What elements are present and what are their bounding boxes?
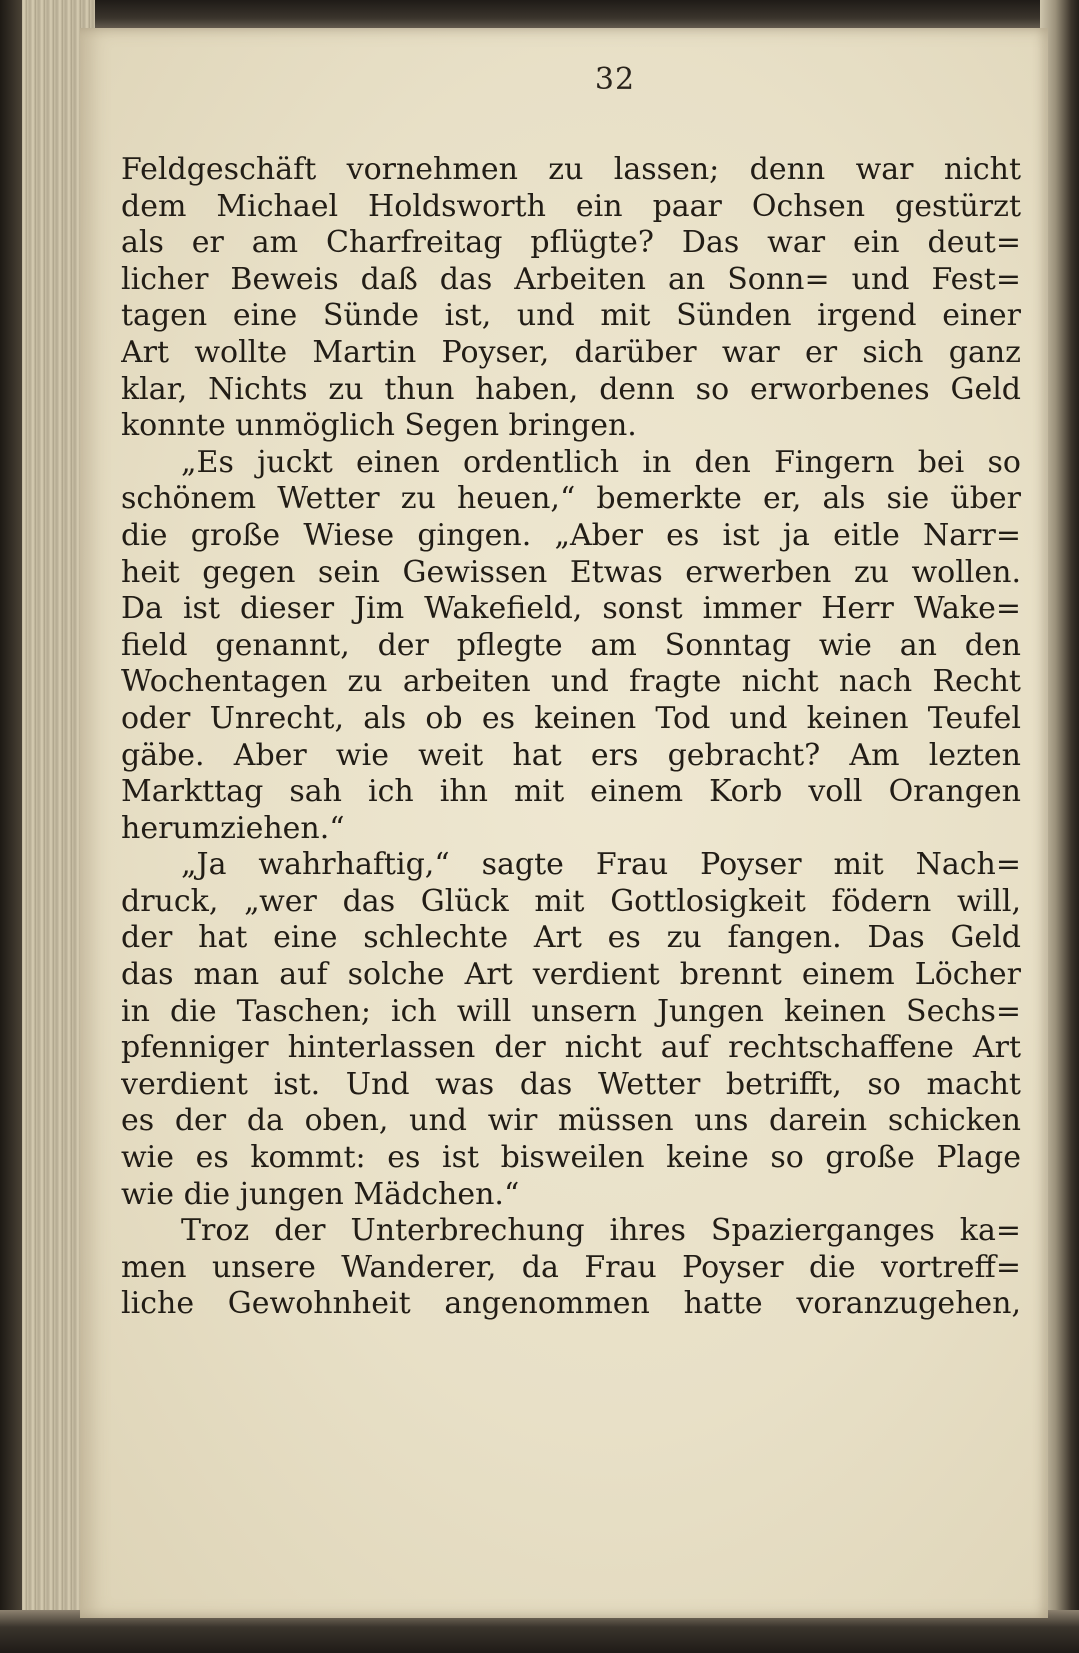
text-line: die große Wiese gingen. „Aber es ist ja eitle Narr= (121, 517, 1021, 553)
text-line: gäbe. Aber wie weit hat ers gebracht? Am lezten (121, 737, 1021, 773)
text-line: in die Taschen; ich will unsern Jungen keinen Sechs= (121, 993, 1021, 1029)
text-line: herumziehen.“ (121, 810, 345, 846)
text-line: dem Michael Holdsworth ein paar Ochsen gestürzt (121, 188, 1021, 224)
text-line: Art wollte Martin Poyser, darüber war er sich ganz (121, 334, 1021, 370)
page-number: 32 (594, 62, 636, 97)
text-line: field genannt, der pflegte am Sonntag wie an den (121, 627, 1021, 663)
text-line: Da ist dieser Jim Wakefield, sonst immer Herr Wake= (121, 591, 1021, 627)
text-line: liche Gewohnheit angenommen hatte voranzugehen, (121, 1286, 1021, 1322)
text-line: das man auf solche Art verdient brennt einem Löcher (121, 957, 1021, 993)
text-line: heit gegen sein Gewissen Etwas erwerben zu wollen. (121, 554, 1021, 590)
text-line: Troz der Unterbrechung ihres Spazierganges ka= (181, 1213, 1021, 1249)
text-line: Markttag sah ich ihn mit einem Korb voll Orangen (121, 774, 1021, 810)
text-line: „Ja wahrhaftig,“ sagte Frau Poyser mit Nach= (181, 847, 1021, 883)
text-line: „Es juckt einen ordentlich in den Fingern bei so (181, 444, 1021, 480)
text-line: Feldgeschäft vornehmen zu lassen; denn war nicht (121, 152, 1021, 187)
text-line: oder Unrecht, als ob es keinen Tod und keinen Teufel (121, 700, 1021, 736)
text-line: der hat eine schlechte Art es zu fangen. Das Geld (121, 920, 1021, 956)
text-line: schönem Wetter zu heuen,“ bemerkte er, als sie über (121, 481, 1021, 517)
text-line: wie es kommt: es ist bisweilen keine so große Plage (121, 1140, 1021, 1176)
text-line: wie die jungen Mädchen.“ (121, 1176, 520, 1212)
left-cover-edge (0, 0, 22, 1653)
top-book-edge (0, 0, 1079, 30)
page-text (121, 152, 1021, 1323)
text-line: es der da oben, und wir müssen uns darein schicken (121, 1103, 1021, 1139)
text-line: men unsere Wanderer, da Frau Poyser die vortreff= (121, 1249, 1021, 1285)
text-line: druck, „wer das Glück mit Gottlosigkeit födern will, (121, 883, 1021, 919)
text-line: Wochentagen zu arbeiten und fragte nicht nach Recht (121, 664, 1021, 700)
text-line: tagen eine Sünde ist, und mit Sünden irgend einer (121, 298, 1021, 334)
text-line: verdient ist. Und was das Wetter betrifft, so macht (121, 1066, 1021, 1102)
text-line: pfenniger hinterlassen der nicht auf rechtschaffene Art (121, 1030, 1021, 1066)
text-line: konnte unmöglich Segen bringen. (121, 408, 637, 444)
text-line: klar, Nichts zu thun haben, denn so erworbenes Geld (121, 371, 1021, 407)
text-line: als er am Charfreitag pflügte? Das war ein deut= (121, 225, 1021, 261)
text-line: licher Beweis daß das Arbeiten an Sonn= und Fest= (121, 261, 1021, 297)
